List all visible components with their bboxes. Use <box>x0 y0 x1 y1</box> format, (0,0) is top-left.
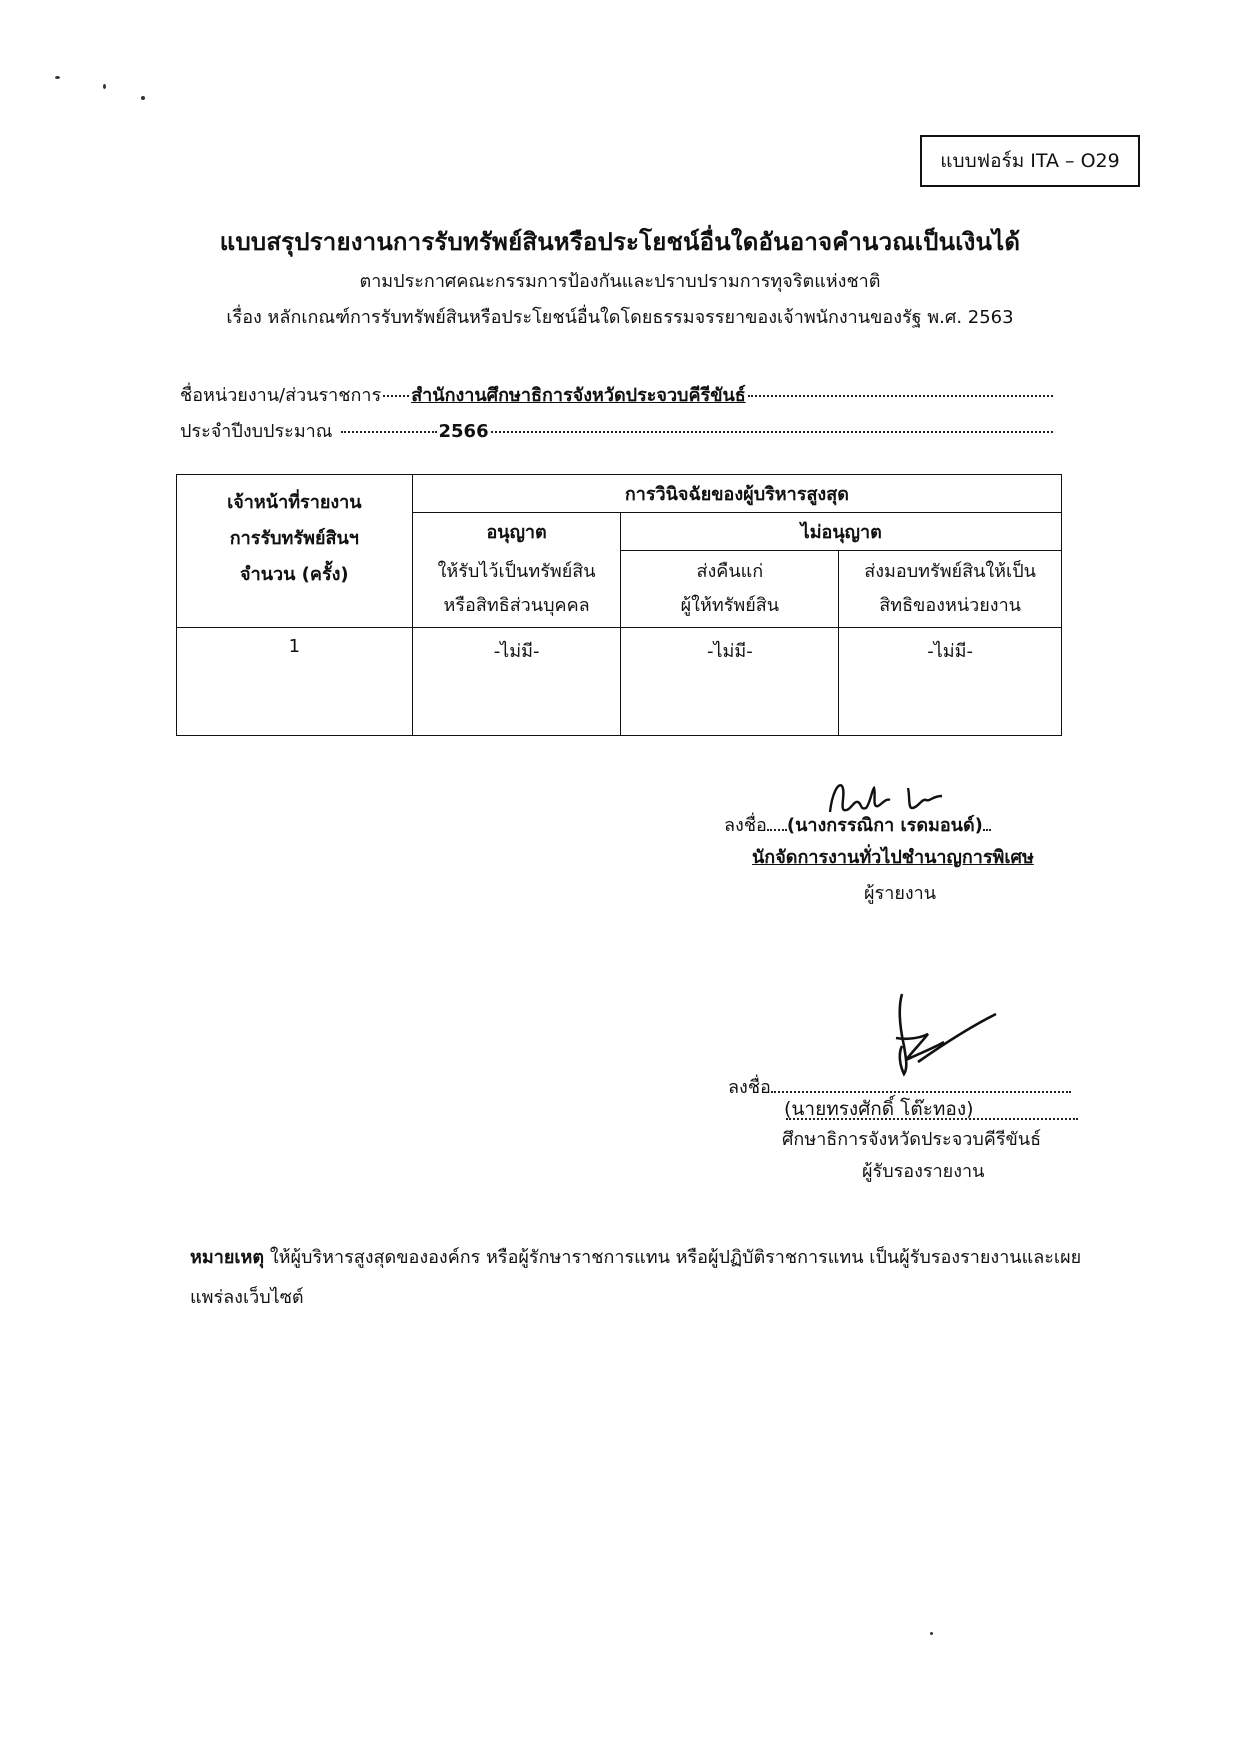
header-line: เจ้าหน้าที่รายงาน <box>227 492 362 513</box>
reporter-count-header <box>177 475 413 628</box>
certifier-sign-label: ลงชื่อ <box>728 1077 771 1098</box>
form-code-box <box>920 135 1140 187</box>
certifier-name: (นายทรงศักดิ์ โต๊ะทอง) <box>784 1098 974 1120</box>
document-title: แบบสรุปรายงานการรับทรัพย์สินหรือประโยชน์อื่นใดอันอาจคำนวณเป็นเงินได้ <box>219 228 1021 256</box>
table-cell: -ไม่มี- <box>839 628 1062 736</box>
scan-speck <box>141 96 145 100</box>
table-cell: -ไม่มี- <box>621 628 839 736</box>
document-subtitle-2: เรื่อง หลักเกณฑ์การรับทรัพย์สินหรือประโยชน์อื่นใดโดยธรรมจรรยาของเจ้าพนักงานของรัฐ พ.ศ. 2563 <box>226 307 1014 328</box>
footnote <box>190 1238 1090 1318</box>
table-cell: 1 <box>177 628 413 736</box>
dotted-fill <box>383 394 409 397</box>
table-row <box>177 628 1062 736</box>
summary-table <box>176 474 1062 736</box>
dotted-fill <box>767 829 787 831</box>
form-code-text: แบบฟอร์ม ITA – O29 <box>940 150 1120 172</box>
fiscal-year-value: 2566 <box>438 421 489 442</box>
fiscal-year-label: ประจำปีงบประมาณ <box>180 421 333 442</box>
scan-speck <box>930 1632 933 1635</box>
fiscal-year-field <box>180 416 1055 445</box>
reporter-sign-line <box>724 810 991 839</box>
not-allow-header: ไม่อนุญาต <box>621 513 1062 551</box>
dotted-fill <box>771 1091 1071 1093</box>
certifier-position: ศึกษาธิการจังหวัดประจวบคีรีขันธ์ <box>782 1129 1042 1150</box>
certifier-role: ผู้รับรองรายงาน <box>862 1161 985 1182</box>
scan-speck <box>55 76 60 79</box>
dotted-fill <box>983 829 991 831</box>
dotted-fill <box>786 1118 1078 1120</box>
scan-speck <box>103 84 106 89</box>
reporter-position: นักจัดการงานทั่วไปชำนาญการพิเศษ <box>752 847 1034 868</box>
header-line: จำนวน (ครั้ง) <box>240 564 349 585</box>
dotted-fill <box>748 394 1053 397</box>
header-line: สิทธิของหน่วยงาน <box>879 595 1021 616</box>
dotted-fill <box>341 430 437 433</box>
header-line: ให้รับไว้เป็นทรัพย์สิน <box>437 560 596 582</box>
sub-header-return <box>621 551 839 628</box>
agency-label: ชื่อหน่วยงาน/ส่วนราชการ <box>180 385 382 406</box>
header-line: ผู้ให้ทรัพย์สิน <box>680 595 780 616</box>
header-line: การรับทรัพย์สินฯ <box>229 528 359 549</box>
header-line: ส่งคืนแก่ <box>696 561 764 582</box>
allow-header: อนุญาต <box>412 513 621 551</box>
document-subtitle-1: ตามประกาศคณะกรรมการป้องกันและปราบปรามการทุจริตแห่งชาติ <box>359 271 881 292</box>
agency-field <box>180 380 1055 409</box>
decision-header: การวินิจฉัยของผู้บริหารสูงสุด <box>412 475 1061 513</box>
footnote-text: ให้ผู้บริหารสูงสุดขององค์กร หรือผู้รักษาราชการแทน หรือผู้ปฏิบัติราชการแทน เป็นผู้รับรองรายงานและเผยแพร่ลงเว็บไซต์ <box>190 1247 1082 1308</box>
reporter-sign-label: ลงชื่อ <box>724 815 767 836</box>
table-cell: -ไม่มี- <box>412 628 621 736</box>
agency-value: สำนักงานศึกษาธิการจังหวัดประจวบคีรีขันธ์ <box>411 385 746 406</box>
footnote-label: หมายเหตุ <box>190 1247 265 1268</box>
sub-header-allow <box>412 551 621 628</box>
reporter-name: (นางกรรณิกา เรดมอนด์) <box>786 815 983 836</box>
reporter-role: ผู้รายงาน <box>864 883 937 904</box>
dotted-fill <box>491 430 1053 433</box>
header-line: ส่งมอบทรัพย์สินให้เป็น <box>864 561 1036 582</box>
header-line: หรือสิทธิส่วนบุคคล <box>443 594 590 616</box>
sub-header-transfer <box>839 551 1062 628</box>
